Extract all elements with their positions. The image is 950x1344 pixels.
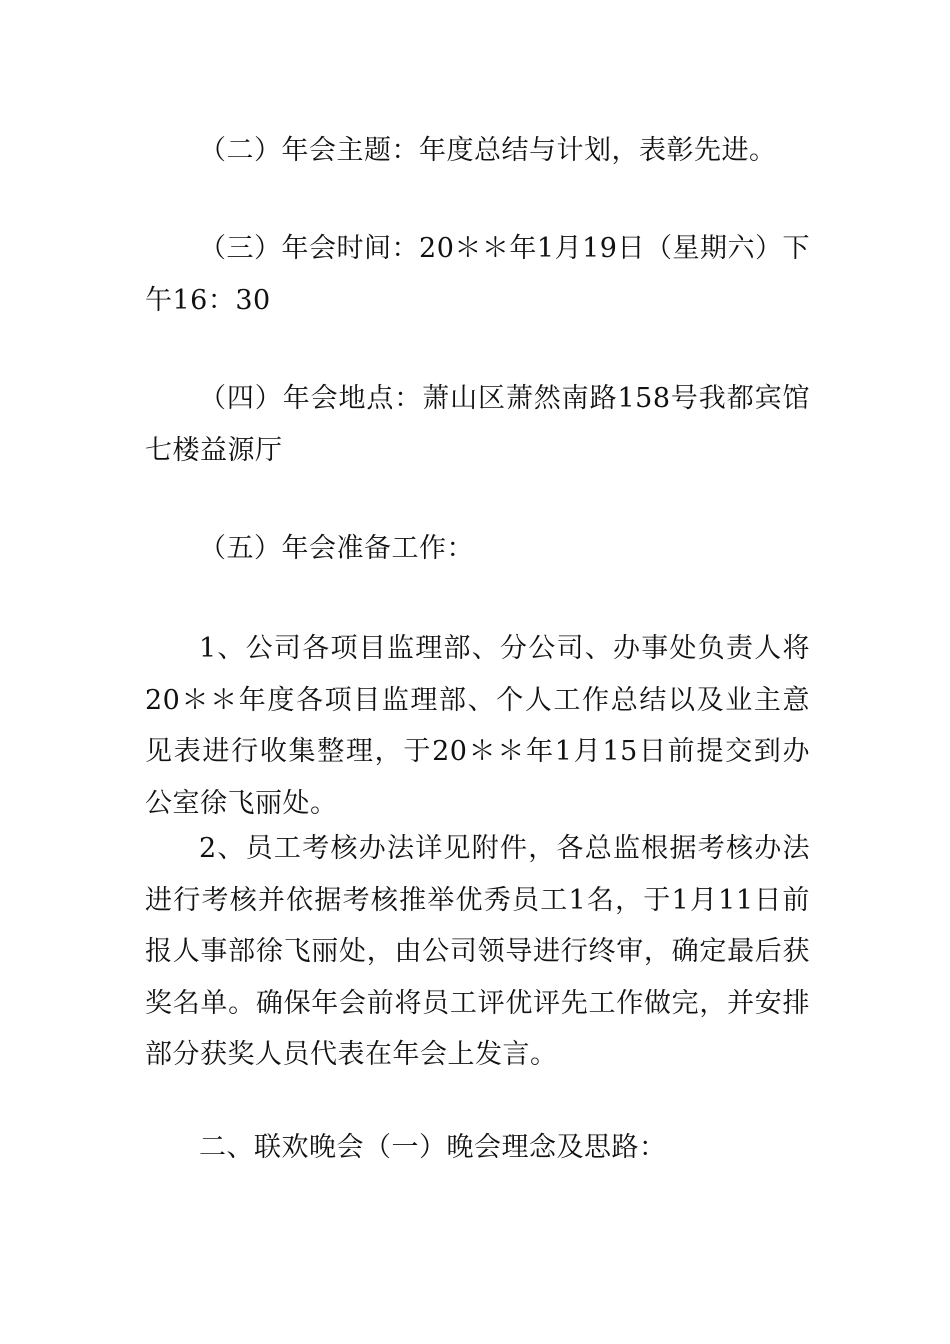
paragraph-preparation-item-2: 2、员工考核办法详见附件，各总监根据考核办法进行考核并依据考核推举优秀员工1名，于1月11日前报人事部徐飞丽处，由公司领导进行终审，确定最后获奖名单。确保年会前将员工评优评先工作做完，并安排部分获奖人员代表在年会上发言。 (145, 833, 810, 1070)
paragraph-preparation-item-1: 1、公司各项目监理部、分公司、办事处负责人将20＊＊年度各项目监理部、个人工作总结以及业主意见表进行收集整理，于20＊＊年1月15日前提交到办公室徐飞丽处。 (145, 633, 810, 819)
paragraph-annual-meeting-location: （四）年会地点：萧山区萧然南路158号我都宾馆七楼益源厅 (145, 383, 810, 466)
paragraph-preparation-heading: （五）年会准备工作： (199, 533, 474, 564)
paragraph-annual-meeting-theme: （二）年会主题：年度总结与计划，表彰先进。 (199, 135, 777, 166)
paragraph-evening-party-heading: 二、联欢晚会（一）晚会理念及思路： (199, 1132, 667, 1163)
paragraph-annual-meeting-time: （三）年会时间：20＊＊年1月19日（星期六）下午16：30 (145, 233, 810, 316)
